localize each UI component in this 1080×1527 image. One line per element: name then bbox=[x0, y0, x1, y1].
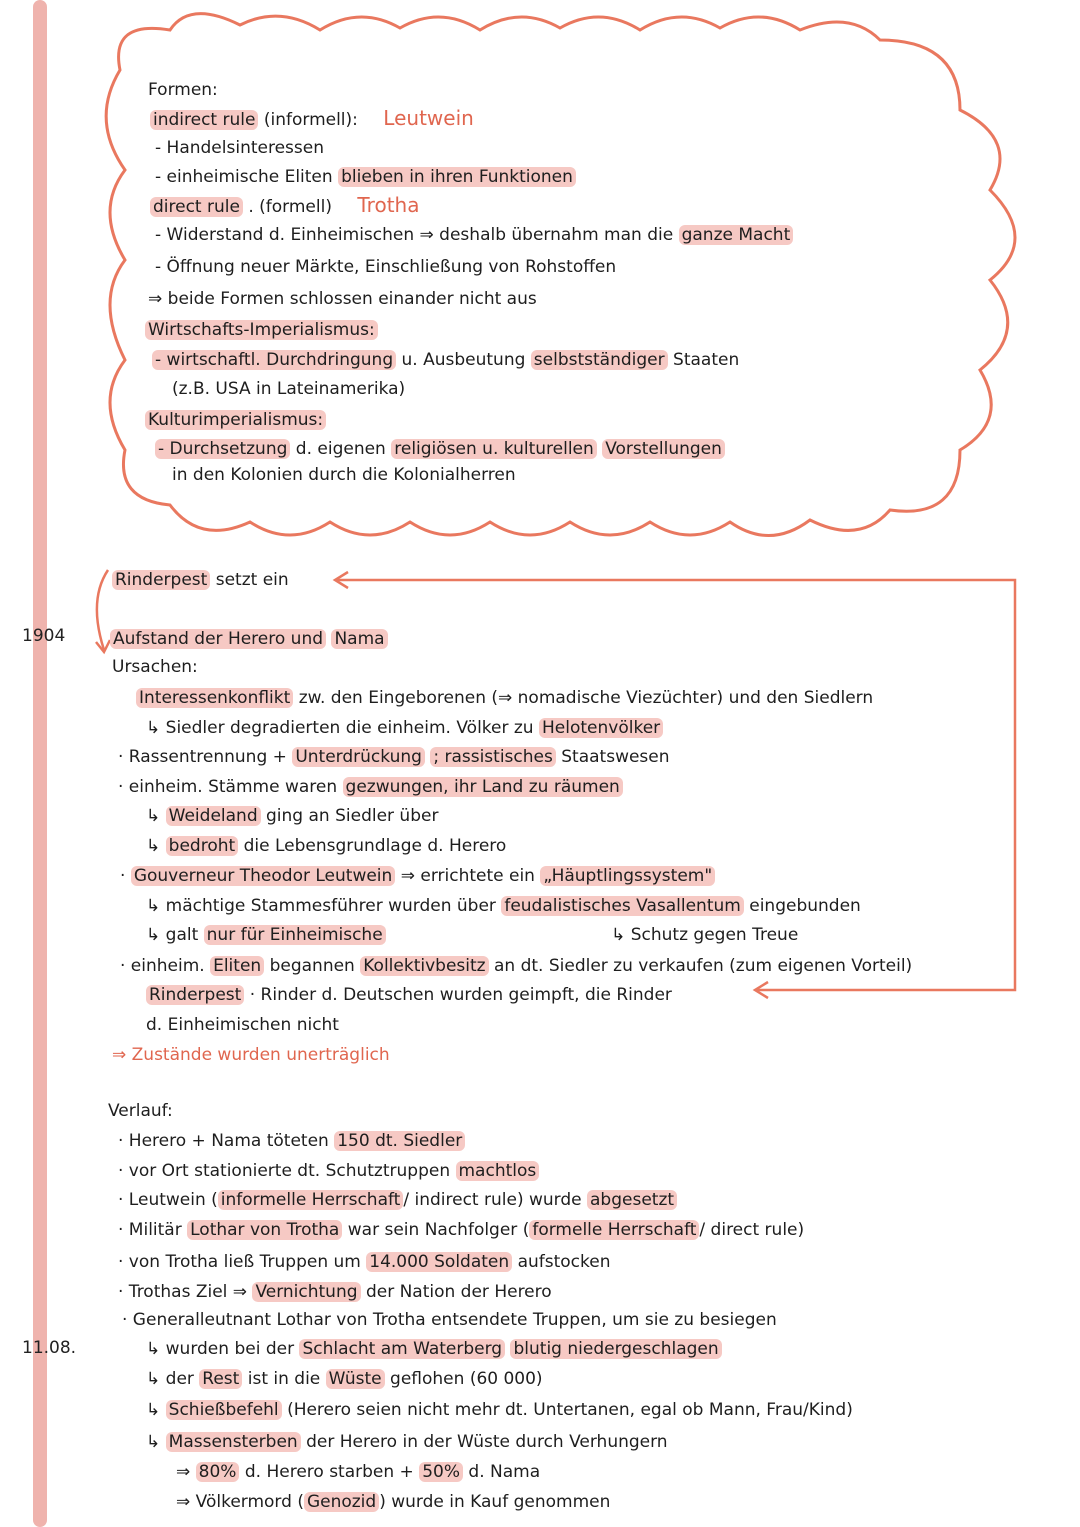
direct-rule-line bbox=[150, 193, 419, 219]
direct-rule-text: / direct rule) bbox=[699, 1220, 805, 1240]
unterdrueckung: Unterdrückung bbox=[292, 747, 425, 767]
selbststaendiger-text: selbstständiger bbox=[531, 350, 668, 370]
militaer: · Militär bbox=[118, 1220, 182, 1240]
toeteten-text: · Herero + Nama töteten bbox=[118, 1131, 329, 1151]
geflohen: geflohen (60 000) bbox=[390, 1369, 543, 1389]
usa-example: (z.B. USA in Lateinamerika) bbox=[172, 379, 406, 399]
kolonien-line: in den Kolonien durch die Kolonialherren bbox=[172, 465, 516, 485]
generalleutnant-line: · Generalleutnant Lothar von Trotha entsendete Truppen, um sie zu besiegen bbox=[122, 1310, 777, 1330]
direct-rule-term: direct rule bbox=[150, 197, 243, 217]
leutwein-abgesetzt-line bbox=[118, 1188, 677, 1212]
eigenen-text: d. eigenen bbox=[295, 439, 386, 459]
helotenvoelker: Helotenvölker bbox=[539, 718, 663, 738]
gouverneur-term: Gouverneur Theodor Leutwein bbox=[131, 866, 396, 886]
interessenkonflikt-text: zw. den Eingeborenen (⇒ nomadische Viezüchter) und den Siedlern bbox=[298, 688, 874, 708]
handelsinteressen: - Handelsinteressen bbox=[155, 138, 324, 158]
der-label: ↳ der bbox=[146, 1369, 194, 1389]
wueste-line bbox=[146, 1367, 543, 1391]
bedroht-line bbox=[146, 834, 506, 858]
eliten-line bbox=[155, 165, 576, 189]
zustaende-conclusion: ⇒ Zustände wurden unerträglich bbox=[112, 1045, 390, 1065]
interessenkonflikt-line bbox=[136, 686, 873, 710]
waterberg-line bbox=[146, 1337, 722, 1361]
durchdringung-line bbox=[152, 348, 739, 372]
gezwungen-text: gezwungen, ihr Land zu räumen bbox=[343, 777, 623, 797]
aufstand-text: Aufstand der Herero und bbox=[110, 629, 326, 649]
massensterben: Massensterben bbox=[166, 1432, 301, 1452]
schiess-arrow: ↳ bbox=[146, 1400, 161, 1420]
indirect-rule-line bbox=[150, 106, 474, 132]
rest-term: Rest bbox=[199, 1369, 242, 1389]
informell-label: (informell): bbox=[263, 110, 358, 130]
nation-text: der Nation der Herero bbox=[365, 1282, 552, 1302]
beide-formen: ⇒ beide Formen schlossen einander nicht aus bbox=[148, 289, 537, 309]
wirtschafts-heading bbox=[145, 318, 378, 342]
lothar-von-trotha: Lothar von Trotha bbox=[187, 1220, 342, 1240]
einheim-label: · einheim. bbox=[120, 956, 205, 976]
siedler-line bbox=[146, 716, 663, 740]
wurden-bei: ↳ wurden bei der bbox=[146, 1339, 295, 1359]
eliten-text: - einheimische Eliten bbox=[155, 167, 333, 187]
rassistisches: ; rassistisches bbox=[430, 747, 556, 767]
durchsetzung-text: - Durchsetzung bbox=[155, 439, 290, 459]
verhungern-text: der Herero in der Wüste durch Verhungern bbox=[306, 1432, 668, 1452]
galt-text: ↳ galt bbox=[146, 925, 199, 945]
ausbeutung-text: u. Ausbeutung bbox=[401, 350, 526, 370]
rinderpest-impf-line bbox=[146, 983, 672, 1007]
genozid: Genozid bbox=[304, 1492, 379, 1512]
leutwein-text: · Leutwein ( bbox=[118, 1190, 218, 1210]
galt-line bbox=[146, 923, 798, 947]
stammesfuehrer-text: ↳ mächtige Stammesführer wurden über bbox=[146, 896, 496, 916]
massen-arrow: ↳ bbox=[146, 1432, 161, 1452]
voelkermord-text: ⇒ Völkermord ( bbox=[176, 1492, 304, 1512]
herero-starben: d. Herero starben + bbox=[244, 1462, 414, 1482]
begannen: begannen bbox=[269, 956, 355, 976]
weideland-arrow: ↳ bbox=[146, 806, 161, 826]
eingebunden: eingebunden bbox=[749, 896, 861, 916]
voelkermord-line bbox=[176, 1490, 610, 1514]
staaten-text: Staaten bbox=[673, 350, 740, 370]
gouverneur-line bbox=[120, 864, 715, 888]
weideland-term: Weideland bbox=[166, 806, 261, 826]
plus-sign: + bbox=[272, 747, 287, 767]
bedroht-text: die Lebensgrundlage d. Herero bbox=[243, 836, 507, 856]
einheimische-only: nur für Einheimische bbox=[204, 925, 386, 945]
verlauf-heading: Verlauf: bbox=[108, 1101, 173, 1121]
interessenkonflikt-term: Interessenkonflikt bbox=[136, 688, 293, 708]
nachfolger-line bbox=[118, 1218, 804, 1242]
aufstocken-text-b: aufstocken bbox=[517, 1252, 611, 1272]
trotha-label: Trotha bbox=[357, 193, 420, 217]
funktionen-text: blieben in ihren Funktionen bbox=[338, 167, 576, 187]
date-1108: 11.08. bbox=[22, 1338, 77, 1358]
weideland-line bbox=[146, 804, 438, 828]
formelle-herrschaft: formelle Herrschaft bbox=[529, 1220, 699, 1240]
vorstellungen-text: Vorstellungen bbox=[602, 439, 725, 459]
rassentrennung-line bbox=[118, 745, 670, 769]
gouverneur-bullet: · bbox=[120, 866, 131, 886]
niedergeschlagen: blutig niedergeschlagen bbox=[510, 1339, 721, 1359]
maerkte-line: - Öffnung neuer Märkte, Einschließung von Rohstoffen bbox=[155, 257, 617, 277]
geimpft-text: · Rinder d. Deutschen wurden geimpft, die Rinder bbox=[249, 985, 672, 1005]
leutwein-label: Leutwein bbox=[383, 106, 474, 130]
aufstocken-text-a: · von Trotha ließ Truppen um bbox=[118, 1252, 361, 1272]
machtlos: machtlos bbox=[456, 1161, 540, 1181]
rinderpest-line bbox=[112, 568, 289, 592]
widerstand-line bbox=[155, 223, 793, 247]
ganze-macht: ganze Macht bbox=[679, 225, 794, 245]
prozent-line bbox=[176, 1460, 540, 1484]
150-siedler: 150 dt. Siedler bbox=[334, 1131, 465, 1151]
ziel-text: · Trothas Ziel ⇒ bbox=[118, 1282, 248, 1302]
weideland-text: ging an Siedler über bbox=[266, 806, 439, 826]
rinderpest-term-2: Rinderpest bbox=[146, 985, 244, 1005]
wirtschafts-term: Wirtschafts-Imperialismus: bbox=[145, 320, 378, 340]
ist-in-die: ist in die bbox=[247, 1369, 321, 1389]
indirect-rule-text: / indirect rule) wurde bbox=[403, 1190, 582, 1210]
bedroht-arrow: ↳ bbox=[146, 836, 161, 856]
nachfolger-text: war sein Nachfolger ( bbox=[347, 1220, 530, 1240]
nama-text: Nama bbox=[331, 629, 387, 649]
abgesetzt: abgesetzt bbox=[587, 1190, 677, 1210]
toeteten-line bbox=[118, 1129, 465, 1153]
staemme-text: · einheim. Stämme waren bbox=[118, 777, 338, 797]
date-1904: 1904 bbox=[22, 626, 66, 646]
formen-heading: Formen: bbox=[148, 80, 218, 100]
setzt-ein: setzt ein bbox=[215, 570, 289, 590]
14000-soldaten: 14.000 Soldaten bbox=[366, 1252, 512, 1272]
errichtete-text: ⇒ errichtete ein bbox=[400, 866, 535, 886]
schlacht-waterberg: Schlacht am Waterberg bbox=[299, 1339, 505, 1359]
prozent-arrow: ⇒ bbox=[176, 1462, 191, 1482]
schutztruppen-line bbox=[118, 1159, 539, 1183]
schiessbefehl-line bbox=[146, 1398, 853, 1422]
kollektivbesitz-line bbox=[120, 954, 912, 978]
informelle-herrschaft: informelle Herrschaft bbox=[218, 1190, 404, 1210]
massensterben-line bbox=[146, 1430, 668, 1454]
vernichtung-line bbox=[118, 1280, 552, 1304]
80-percent: 80% bbox=[196, 1462, 240, 1482]
staatswesen: Staatswesen bbox=[561, 747, 670, 767]
rinderpest-term: Rinderpest bbox=[112, 570, 210, 590]
ursachen-heading: Ursachen: bbox=[112, 657, 198, 677]
in-kauf: ) wurde in Kauf genommen bbox=[379, 1492, 611, 1512]
indirect-rule-term: indirect rule bbox=[150, 110, 258, 130]
vernichtung: Vernichtung bbox=[252, 1282, 360, 1302]
aufstocken-line bbox=[118, 1250, 611, 1274]
religioesen-text: religiösen u. kulturellen bbox=[391, 439, 597, 459]
untertanen-text: (Herero seien nicht mehr dt. Untertanen, egal ob Mann, Frau/Kind) bbox=[287, 1400, 853, 1420]
kollektivbesitz: Kollektivbesitz bbox=[360, 956, 488, 976]
50-percent: 50% bbox=[419, 1462, 463, 1482]
rassentrennung-bullet: · Rassentrennung bbox=[118, 747, 268, 767]
schutz-treue: ↳ Schutz gegen Treue bbox=[611, 925, 799, 945]
kultur-term: Kulturimperialismus: bbox=[145, 410, 326, 430]
verkaufen-text: an dt. Siedler zu verkaufen (zum eigenen Vorteil) bbox=[493, 956, 913, 976]
aufstand-heading bbox=[110, 627, 388, 651]
formell-label: . (formell) bbox=[248, 197, 332, 217]
staemme-line bbox=[118, 775, 623, 799]
eliten-term: Eliten bbox=[210, 956, 264, 976]
stammesfuehrer-line bbox=[146, 894, 861, 918]
schiessbefehl: Schießbefehl bbox=[166, 1400, 282, 1420]
wueste-term: Wüste bbox=[326, 1369, 385, 1389]
vasallentum: feudalistisches Vasallentum bbox=[501, 896, 744, 916]
widerstand-text: - Widerstand d. Einheimischen ⇒ deshalb übernahm man die bbox=[155, 225, 674, 245]
schutztruppen-text: · vor Ort stationierte dt. Schutztruppen bbox=[118, 1161, 451, 1181]
kultur-heading bbox=[145, 408, 326, 432]
nicht-geimpft: d. Einheimischen nicht bbox=[146, 1015, 339, 1035]
haeuptlingssystem: „Häuptlingssystem" bbox=[540, 866, 715, 886]
bedroht-term: bedroht bbox=[166, 836, 239, 856]
durchdringung-text: - wirtschaftl. Durchdringung bbox=[152, 350, 396, 370]
siedler-text: ↳ Siedler degradierten die einheim. Völker zu bbox=[146, 718, 534, 738]
nama-label: d. Nama bbox=[468, 1462, 541, 1482]
durchsetzung-line bbox=[155, 437, 725, 461]
